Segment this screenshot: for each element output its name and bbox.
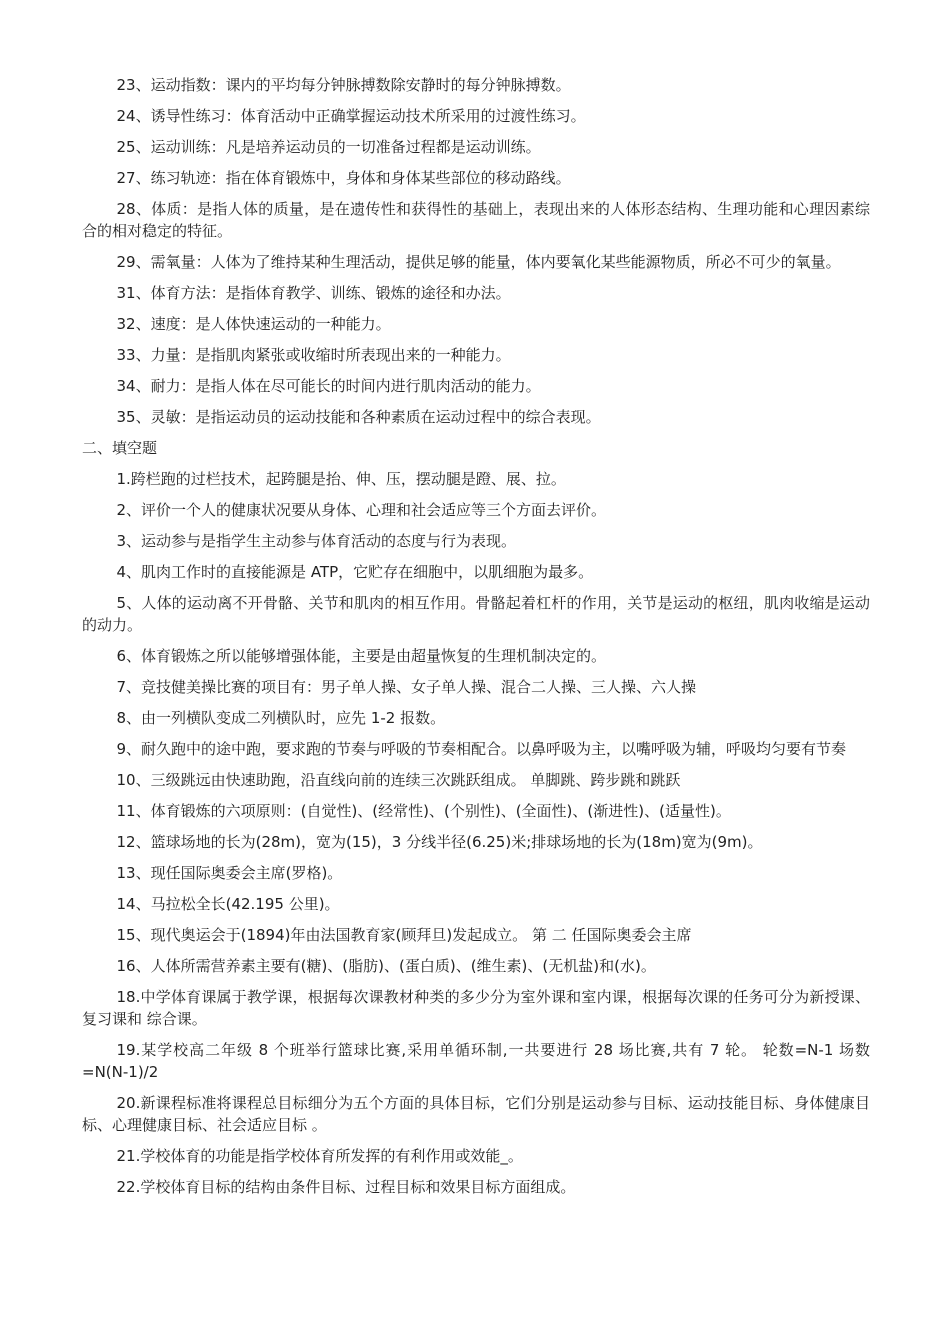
fill-blank-item: 18.中学体育课属于教学课，根据每次课教材种类的多少分为室外课和室内课，根据每次课的任务可分为新授课、复习课和 综合课。	[82, 988, 870, 1028]
definition-item: 35、灵敏：是指运动员的运动技能和各种素质在运动过程中的综合表现。	[116, 408, 601, 426]
definition-item: 34、耐力：是指人体在尽可能长的时间内进行肌肉活动的能力。	[116, 377, 541, 395]
definition-item: 24、诱导性练习：体育活动中正确掌握运动技术所采用的过渡性练习。	[116, 107, 586, 125]
fill-blank-item: 7、竞技健美操比赛的项目有：男子单人操、女子单人操、混合二人操、三人操、六人操	[116, 678, 697, 696]
fill-blank-item: 1.跨栏跑的过栏技术，起跨腿是抬、伸、压，摆动腿是蹬、展、拉。	[116, 470, 566, 488]
fill-blank-item: 12、篮球场地的长为(28m)，宽为(15)，3 分线半径(6.25)米;排球场地的长为(18m)宽为(9m)。	[116, 833, 763, 851]
fill-blank-item: 3、运动参与是指学生主动参与体育活动的态度与行为表现。	[116, 532, 517, 550]
fill-blank-item: 13、现任国际奥委会主席(罗格)。	[116, 864, 343, 882]
definition-item: 25、运动训练：凡是培养运动员的一切准备过程都是运动训练。	[116, 138, 541, 156]
definitions-section	[82, 74, 870, 428]
definition-item: 29、需氧量：人体为了维持某种生理活动，提供足够的能量，体内要氧化某些能源物质，所必不可少的氧量。	[116, 253, 841, 271]
fill-blank-item: 19.某学校高二年级 8 个班举行篮球比赛,采用单循环制,一共要进行 28 场比赛,共有 7 轮。 轮数=N-1 场数=N(N-1)/2	[82, 1041, 870, 1081]
fill-blank-item: 8、由一列横队变成二列横队时，应先 1-2 报数。	[116, 709, 446, 727]
fill-blank-item: 14、马拉松全长(42.195 公里)。	[116, 895, 340, 913]
fill-blank-item: 10、三级跳远由快速助跑，沿直线向前的连续三次跳跃组成。 单脚跳、跨步跳和跳跃	[116, 771, 681, 789]
fill-blank-item: 21.学校体育的功能是指学校体育所发挥的有利作用或效能_。	[116, 1147, 523, 1165]
fill-blank-item: 16、人体所需营养素主要有(糖)、(脂肪)、(蛋白质)、(维生素)、(无机盐)和(水)。	[116, 957, 656, 975]
fill-blank-item: 15、现代奥运会于(1894)年由法国教育家(顾拜旦)发起成立。 第 二 任国际奥委会主席	[116, 926, 692, 944]
fill-blank-item: 6、体育锻炼之所以能够增强体能，主要是由超量恢复的生理机制决定的。	[116, 647, 607, 665]
section-heading: 二、填空题	[82, 439, 158, 457]
definition-item: 27、练习轨迹：指在体育锻炼中，身体和身体某些部位的移动路线。	[116, 169, 571, 187]
definition-item: 33、力量：是指肌肉紧张或收缩时所表现出来的一种能力。	[116, 346, 511, 364]
definition-item: 28、体质：是指人体的质量，是在遗传性和获得性的基础上，表现出来的人体形态结构、生理功能和心理因素综合的相对稳定的特征。	[82, 200, 870, 240]
fill-blank-section	[82, 468, 870, 1198]
fill-blank-item: 9、耐久跑中的途中跑，要求跑的节奏与呼吸的节奏相配合。以鼻呼吸为主，以嘴呼吸为辅，呼吸均匀要有节奏	[116, 740, 847, 758]
definition-item: 23、运动指数：课内的平均每分钟脉搏数除安静时的每分钟脉搏数。	[116, 76, 571, 94]
definition-item: 31、体育方法：是指体育教学、训练、锻炼的途径和办法。	[116, 284, 511, 302]
fill-blank-item: 20.新课程标准将课程总目标细分为五个方面的具体目标，它们分别是运动参与目标、运动技能目标、身体健康目标、心理健康目标、社会适应目标 。	[82, 1094, 870, 1134]
fill-blank-item: 2、评价一个人的健康状况要从身体、心理和社会适应等三个方面去评价。	[116, 501, 607, 519]
fill-blank-item: 4、肌肉工作时的直接能源是 ATP，它贮存在细胞中，以肌细胞为最多。	[116, 563, 594, 581]
fill-blank-item: 5、人体的运动离不开骨骼、关节和肌肉的相互作用。骨骼起着杠杆的作用，关节是运动的枢纽，肌肉收缩是运动的动力。	[82, 594, 870, 634]
definition-item: 32、速度：是人体快速运动的一种能力。	[116, 315, 391, 333]
fill-blank-item: 22.学校体育目标的结构由条件目标、过程目标和效果目标方面组成。	[116, 1178, 576, 1196]
fill-blank-item: 11、体育锻炼的六项原则：(自觉性)、(经常性)、(个别性)、(全面性)、(渐进性)、(适量性)。	[116, 802, 731, 820]
